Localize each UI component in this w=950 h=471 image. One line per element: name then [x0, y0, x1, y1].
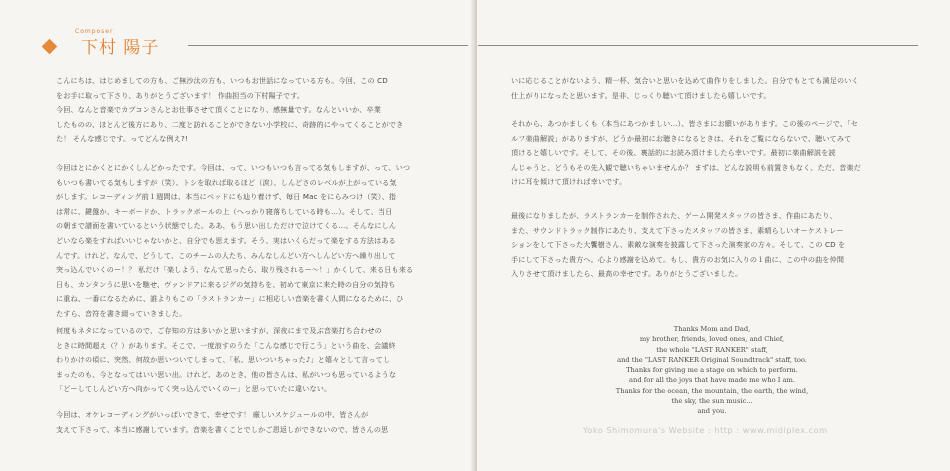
text-line: どいなら楽をすればいいじゃないかと、自分でも思えます。そう、実はいくらだって楽をする方法はある — [56, 235, 396, 245]
text-line: 今回、なんと音楽でカプコンさんとお仕事させて頂くことになり、感無量です。なんといいか、卒業 — [56, 105, 382, 115]
text-line: 突っ込んでいくのー！？ 私だけ「楽しよう、なんて思ったら、取り残されるー～！」かくして、来る日も来る — [56, 265, 414, 275]
text-line: もいつも書いてる気もしますが（笑）、トシを取れば取るほど（涙）、しんどさのレベルが上がっている気 — [56, 177, 397, 187]
composer-header — [38, 28, 468, 58]
text-line: また、サウンドトラック制作にあたり、支えて下さったスタッフの皆さま、素晴らしいオーケストレー — [511, 225, 844, 235]
text-line: ときに時間超え（？）があります。そこで、一度浪すのうた「こんな感じで行こう」という曲を、会議終 — [56, 340, 396, 350]
text-line: それから、あつかましくも（本当にあつかましい…）、皆さまにお願いがあります。この後のページで、「セ — [511, 119, 858, 128]
text-line: の朝まで譜面を書いているという状態でした。ああ、もう思い出しただけで泣けてくる…。そんなにしん — [56, 221, 397, 231]
text-line: 日も、カンタンうに思いを馳せ、ヴァンドアに来るジグの気持ちを、初めて東京に来た時の自分の気持ち — [56, 279, 396, 289]
text-line: は常に、鍵盤か、キーボードか、トラックボールの上（へっかり寝落ちしている時も…）。そして、当日 — [56, 206, 393, 216]
thanks-line: the whole "LAST RANKER" staff, — [656, 345, 768, 354]
text-line: んです。けれど、なんで、どうして、このチームの人たち、みんなしんどい方へしんどい方へ繰り出して — [56, 250, 396, 260]
paragraph — [511, 209, 845, 282]
paragraph — [56, 324, 396, 397]
paragraph — [56, 161, 413, 322]
thanks-line: and the "LAST RANKER Original Soundtrack" staff, too. — [617, 355, 807, 364]
thanks-line: and for all the joys that have made me who I am. — [629, 376, 795, 385]
paragraph — [56, 74, 403, 147]
text-line: をお手に取って下さり、ありがとうございます！ 作曲担当の下村陽子です。 — [56, 90, 305, 100]
text-line: に重ね、一番になるために、誰よりもこの「ラストランカー」に相応しい音楽を書く人間になるために、ひ — [56, 294, 404, 304]
thanks-line: the sky, the sun music... — [671, 397, 753, 406]
thanks-message — [582, 324, 842, 417]
composer-name: 下村 陽子 — [81, 38, 160, 58]
text-line: 支えて下さって、本当に感謝しています。音楽を書くことでしかご恩返しができないので、皆さんの思 — [56, 424, 389, 434]
text-line: がします。レコーディング前１週間は、本当にベッドにも辿り着けず、毎日 Mac をにらみつけ（笑）、指 — [56, 192, 397, 202]
thanks-line: and you. — [697, 407, 727, 416]
header-subtitle: Composer — [75, 28, 114, 35]
left-page — [0, 0, 474, 471]
paragraph — [511, 117, 861, 190]
thanks-line: Thanks Mom and Dad, — [673, 325, 751, 333]
header-rule-right — [478, 45, 918, 46]
website-link[interactable]: Yoko Shimomura's Website : http : www.midiplex.com — [583, 426, 828, 435]
diamond-icon — [42, 39, 58, 55]
text-line: まったのも、今となってはいい思い出。けれど、あのとき、他の皆さんは、私がいつも思っているような — [56, 369, 397, 379]
thanks-line: Thanks for the ocean, the mountain, the earth, the wind, — [615, 386, 809, 395]
text-line: わりかけの頃に、突然、何故か思いついてしまって、「私、思いついちゃった♪」と嬉々として言ってし — [56, 355, 391, 365]
text-line: けに耳を傾けて頂ければ幸いです。 — [511, 177, 627, 187]
paragraph — [56, 408, 388, 437]
text-line: 何度もネタになっているので、ご存知の方は多いかと思いますが、深夜にまで及ぶ音楽打ち合わせの — [56, 326, 382, 335]
text-line: 「どーしてしんどい方へ向かってく突っ込んでいくのー」と思っていたに違いない。 — [56, 384, 332, 394]
thanks-line: Thanks for giving me a stage on which to perform. — [626, 366, 798, 375]
header-rule — [188, 45, 468, 46]
text-line: 今回はとにかくとにかくしんどかったです。今回は、って、いつもいつも言ってる気もしますが、って、いつ — [56, 163, 411, 172]
text-line: 頂けると嬉しいです。そして、その後、裏話的にお読み頂けましたら幸いです。最初に楽曲解説を読 — [511, 148, 836, 158]
text-line: 入りさせて頂けましたら、最高の幸せです。ありがとうございました。 — [511, 269, 743, 279]
paragraph — [511, 74, 859, 103]
text-line: 仕上がりになったと思います。是非、じっくり聴いて頂けましたら嬉しいです。 — [511, 90, 771, 100]
text-line: たすら、音符を書き綴っていきました。 — [56, 308, 187, 318]
text-line: したものの、ほとんど後方にあり、二度と訪れることができない小学校に、奇跡的にやってくることができ — [56, 119, 404, 129]
text-line: ションをして下さった大饗樹さん、素敵な演奏を披露して下さった演奏家の方々。そして、この CD を — [511, 240, 846, 250]
text-line: 手にして下さった貴方へ。心より感謝を込めて。もし、貴方のお気に入りの１曲に、この中の曲を仲間 — [511, 254, 845, 264]
text-line: 最後になりましたが、ラストランカーを制作された、ゲーム開発スタッフの皆さま、作曲にあたり、 — [511, 211, 837, 220]
text-line: 今回は、オケレコーディングがいっぱいできて、幸せです！ 厳しいスケジュールの中、皆さんが — [56, 410, 369, 419]
text-line: た！ そんな感じです。ってどんな例え?! — [56, 134, 188, 144]
thanks-line: my brother, friends, loved ones, and Chief, — [639, 335, 785, 344]
text-line: ルフ楽曲解説」がありますが、どうか最初にお聴きになるときは、それをご覧にならないで、聴いてみて — [511, 133, 852, 143]
text-line: いに応じることがないよう、精一杯、気合いと思いを込めて曲作りをしました。自分でもとても満足のいく — [511, 76, 859, 85]
text-line: こんにちは、はじめましての方も、ご無沙汰の方も、いつもお世話になっている方も。今回、この CD — [56, 76, 388, 85]
text-line: んじゃうと、どうもその先入観で聴いちゃいませんか？ まずは、どんな説明も前置きもなく、ただ、音楽だ — [511, 162, 861, 172]
